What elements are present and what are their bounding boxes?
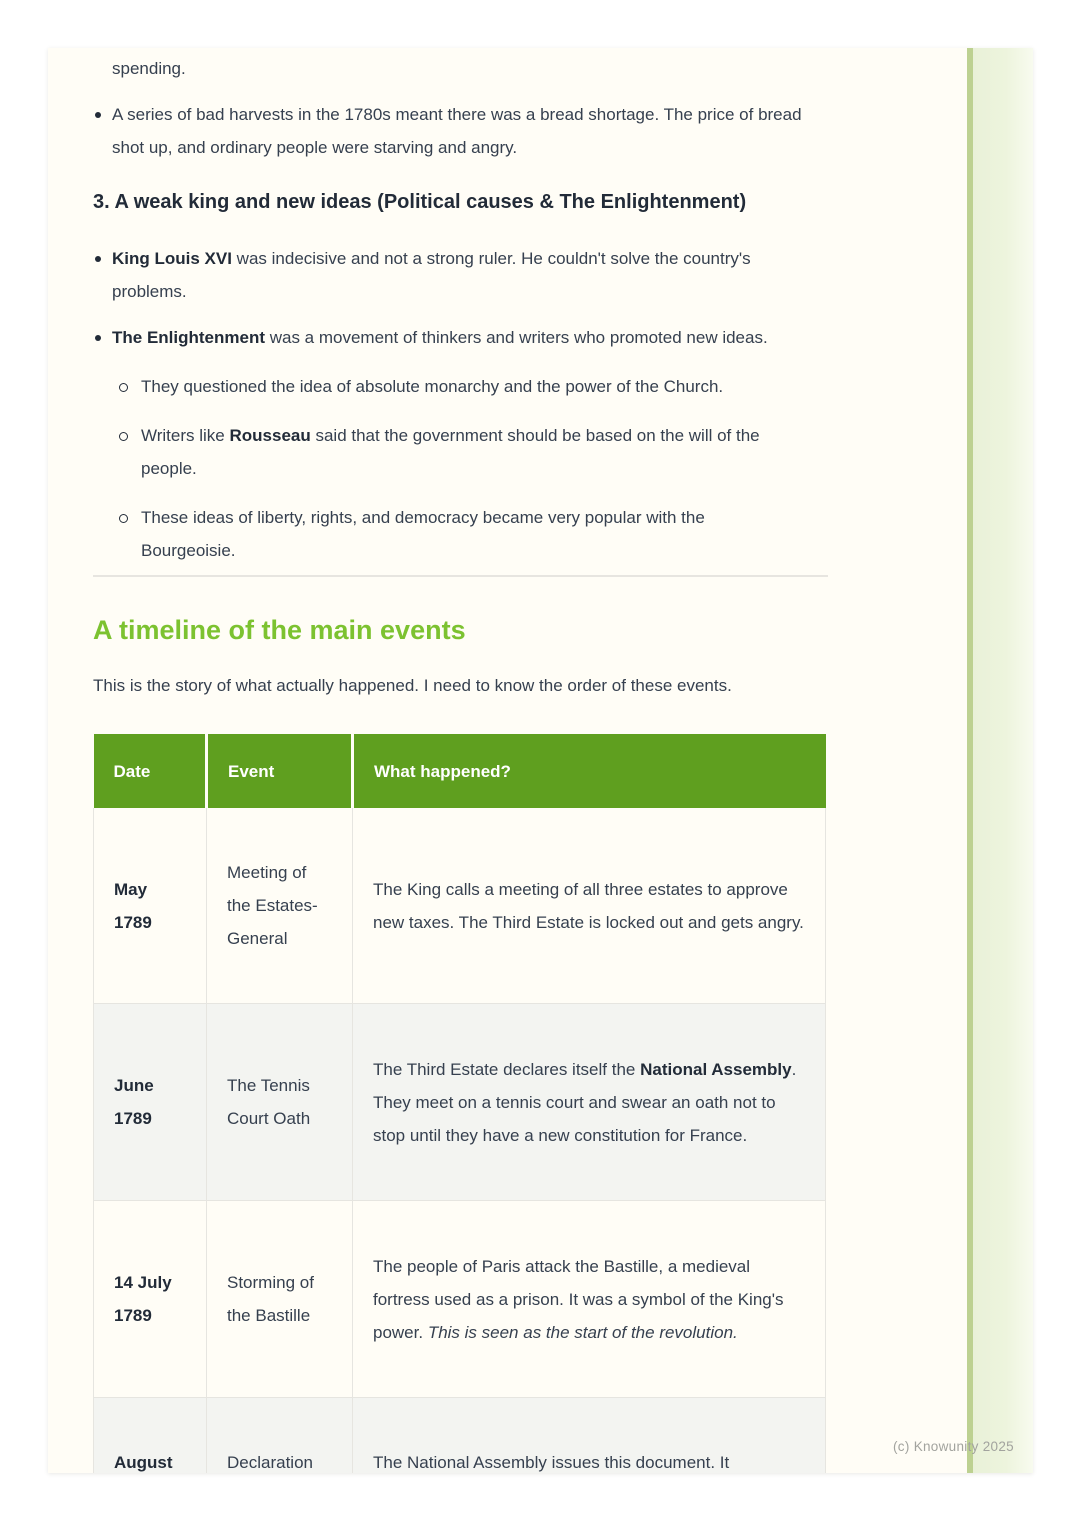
- bullet-icon: [95, 335, 101, 341]
- cell-date: 14 July 1789: [94, 1201, 207, 1398]
- text-segment: said that the government should be based on the will of the people.: [141, 426, 760, 478]
- column-header: Event: [207, 734, 353, 808]
- table-row: [94, 1398, 826, 1474]
- cell-description: [353, 1201, 826, 1398]
- table-row: [94, 1004, 826, 1201]
- cell-event: Meeting of the Estates-General: [207, 808, 353, 1004]
- text-segment: National Assembly: [640, 1059, 792, 1079]
- cell-date: May 1789: [94, 808, 207, 1004]
- sub-list-item-text: [141, 419, 786, 485]
- sub-list-item-text: [141, 501, 786, 567]
- cell-description: [353, 808, 826, 1004]
- cell-date: August: [94, 1398, 207, 1474]
- cell-event: Storming of the Bastille: [207, 1201, 353, 1398]
- text-segment: King Louis XVI: [112, 249, 232, 268]
- text-segment: The people of Paris attack the Bastille, a medieval fortress used as a prison. It was a symbol of the King's power.: [373, 1256, 784, 1342]
- text-segment: They questioned the idea of absolute monarchy and the power of the Church.: [141, 377, 724, 396]
- cell-date: June 1789: [94, 1004, 207, 1201]
- cell-description: [353, 1398, 826, 1474]
- text-segment: Rousseau: [229, 426, 311, 445]
- page-content: [93, 48, 828, 1473]
- sub-list-item-text: [141, 370, 786, 403]
- sub-list-item: [93, 370, 828, 403]
- text-segment: was a movement of thinkers and writers who promoted new ideas.: [265, 328, 768, 347]
- text-segment: The Third Estate declares itself the: [373, 1059, 641, 1079]
- list-item: [93, 242, 828, 308]
- list-item-text: [112, 321, 824, 354]
- bullet-icon: [95, 112, 101, 118]
- text-segment: Writers like: [141, 426, 230, 445]
- timeline-intro: This is the story of what actually happened. I need to know the order of these events.: [93, 676, 732, 695]
- cell-event: Declaration: [207, 1398, 353, 1474]
- text-segment: was indecisive and not a strong ruler. He couldn't solve the country's problems.: [112, 249, 751, 301]
- table-row: [94, 808, 826, 1004]
- list-item: [93, 321, 828, 354]
- list-item-text: [112, 98, 824, 164]
- circle-bullet-icon: [119, 514, 128, 523]
- cell-event: The Tennis Court Oath: [207, 1004, 353, 1201]
- sub-list-item: [93, 419, 828, 485]
- section-subheading: 3. A weak king and new ideas (Political causes & The Enlightenment): [93, 191, 747, 213]
- table-body: [94, 808, 826, 1473]
- footer-credit: (c) Knowunity 2025: [893, 1439, 1014, 1454]
- timeline-table: [93, 734, 826, 1473]
- circle-bullet-icon: [119, 383, 128, 392]
- sub-list-item: [93, 501, 828, 567]
- document-page: [48, 48, 1033, 1473]
- list-item: [93, 98, 828, 164]
- text-segment: This is seen as the start of the revolution.: [427, 1322, 738, 1342]
- text-segment: A series of bad harvests in the 1780s meant there was a bread shortage. The price of bread shot up, and ordinary people were starving and angry.: [112, 105, 802, 157]
- bullet-list-top: [93, 98, 828, 164]
- list-item-text: [112, 242, 824, 308]
- table-row: [94, 1201, 826, 1398]
- table-header-row: [94, 734, 826, 808]
- text-segment: . They meet on a tennis court and swear an oath not to stop until they have a new constitution for France.: [373, 1059, 797, 1145]
- text-segment: The Enlightenment: [112, 328, 265, 347]
- bullet-list-main: [93, 242, 828, 567]
- cell-description: [353, 1004, 826, 1201]
- section-divider: [93, 575, 828, 577]
- column-header: Date: [94, 734, 207, 808]
- timeline-title: A timeline of the main events: [93, 615, 466, 645]
- column-header: What happened?: [353, 734, 826, 808]
- leading-paragraph: spending.: [112, 59, 186, 78]
- text-segment: These ideas of liberty, rights, and democracy became very popular with the Bourgeoisie.: [141, 508, 705, 560]
- circle-bullet-icon: [119, 432, 128, 441]
- page-accent-stripe: [967, 48, 1033, 1473]
- text-segment: The National Assembly issues this document. It: [373, 1452, 730, 1472]
- timeline-table-wrap: [93, 734, 825, 1473]
- text-segment: The King calls a meeting of all three estates to approve new taxes. The Third Estate is locked out and gets angry.: [373, 879, 804, 932]
- bullet-icon: [95, 256, 101, 262]
